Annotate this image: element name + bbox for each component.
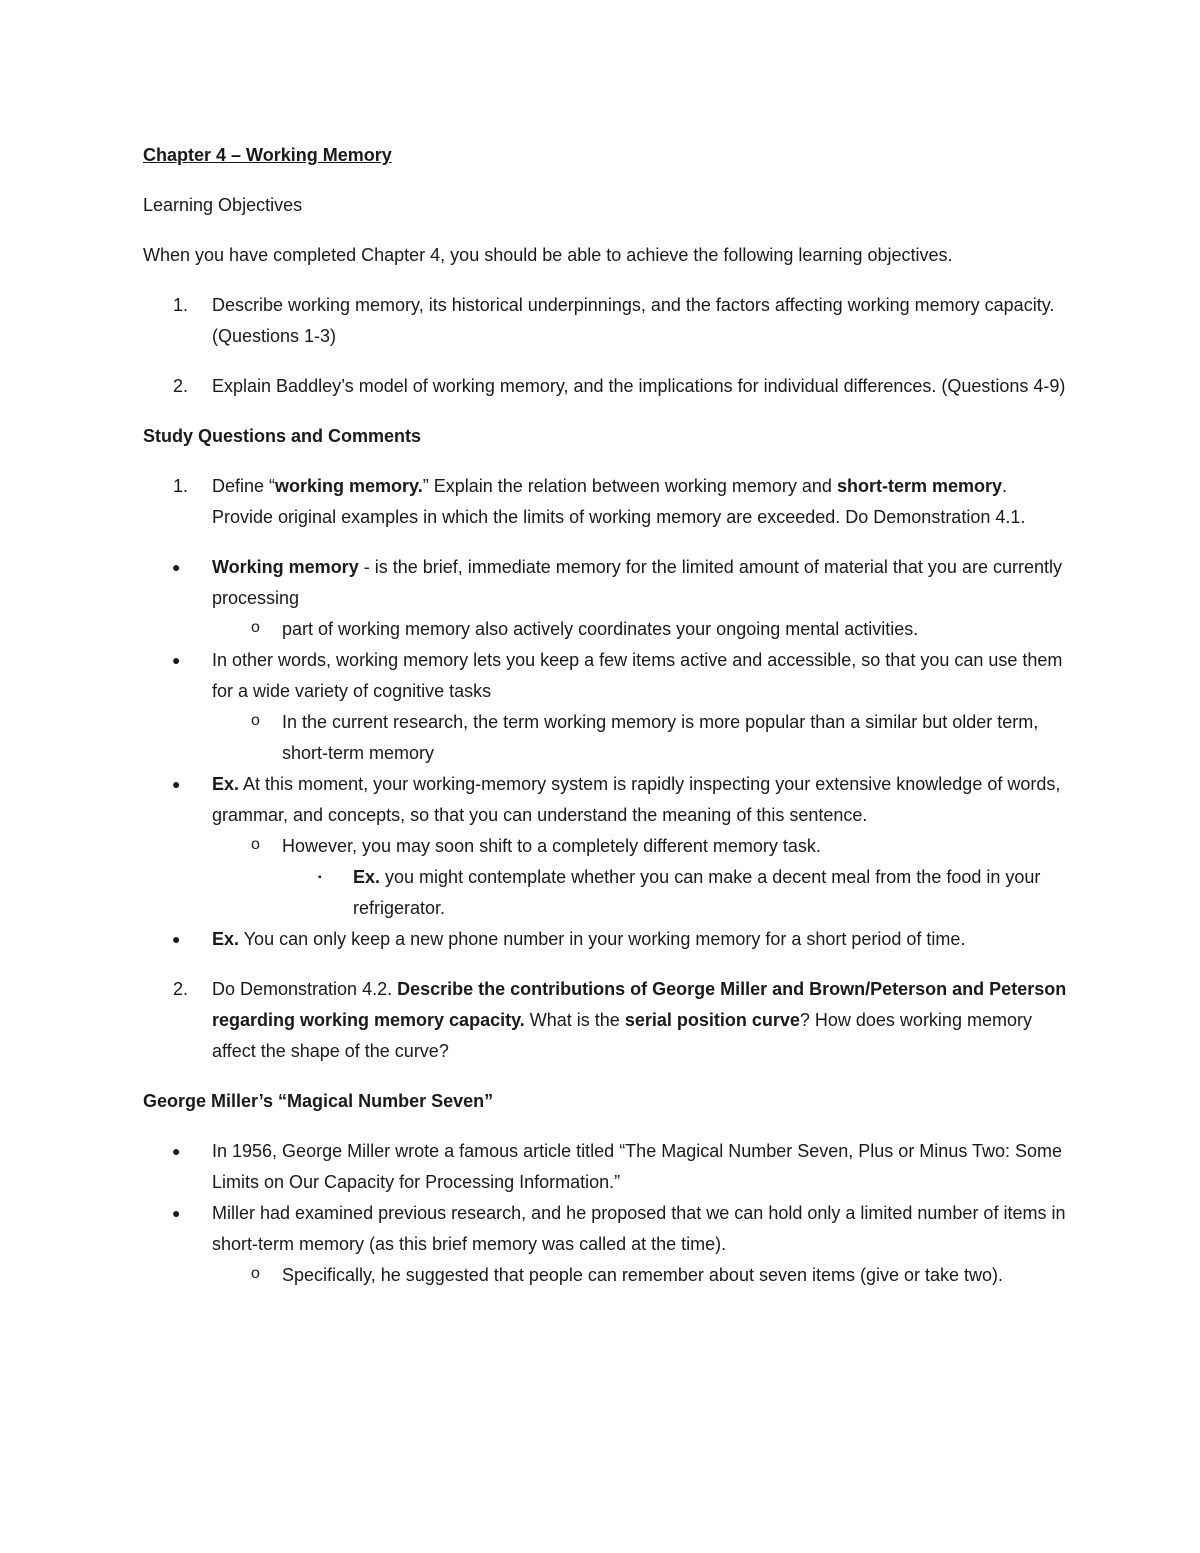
intro-paragraph: When you have completed Chapter 4, you should be able to achieve the following learning objectives.: [143, 245, 953, 265]
circle-marker: o: [251, 836, 260, 853]
list-number: 1.: [173, 295, 189, 315]
bullet-text: - is the brief, immediate memory for the limited amount of material that you are currently processing: [212, 557, 1062, 608]
bullet-marker: ●: [172, 652, 181, 668]
bold-term: working memory.: [275, 476, 423, 496]
bullet-item: [143, 552, 1070, 614]
list-number: 2.: [173, 979, 189, 999]
bullet-text: In 1956, George Miller wrote a famous article titled “The Magical Number Seven, Plus or Minus Two: Some Limits on Our Capacity for Processing Information.”: [212, 1141, 1063, 1192]
sub-bullet-item: [143, 614, 1070, 645]
sub-sub-bullet-text: you might contemplate whether you can make a decent meal from the food in your refrigerator.: [353, 867, 1041, 918]
sub-bullet-list: [143, 614, 1070, 645]
bullet-item: [143, 769, 1070, 831]
bold-term: serial position curve: [624, 1010, 800, 1030]
text-run: ? How does working memory affect the shape of the curve?: [212, 1010, 1032, 1061]
text-run: What is the: [524, 1010, 625, 1030]
question-1-list: [143, 471, 1070, 533]
bullet-text: In other words, working memory lets you keep a few items active and accessible, so that you can use them for a wide variety of cognitive tasks: [212, 650, 1063, 701]
miller-heading: George Miller’s “Magical Number Seven”: [143, 1091, 494, 1111]
question-2-list: [143, 974, 1070, 1067]
bullet-item: [143, 645, 1070, 707]
bold-term: short-term memory: [836, 476, 1002, 496]
text-run: . Provide original examples in which the limits of working memory are exceeded. Do Demonstration 4.1.: [212, 476, 1026, 527]
learning-objectives-heading: Learning Objectives: [143, 195, 303, 215]
bullet-marker: ●: [172, 931, 181, 947]
bold-term: Ex.: [212, 774, 240, 794]
text-run: ” Explain the relation between working memory and: [422, 476, 837, 496]
spacer: [143, 955, 1070, 974]
square-marker: ▪: [318, 872, 322, 883]
chapter-title: Chapter 4 – Working Memory: [143, 145, 392, 165]
question-item: [143, 471, 1070, 533]
bullet-text: You can only keep a new phone number in your working memory for a short period of time.: [239, 929, 966, 949]
objectives-list: [143, 290, 1070, 402]
bullet-marker: ●: [172, 1205, 181, 1221]
circle-marker: o: [251, 619, 260, 636]
sub-bullet-item: [143, 831, 1070, 862]
bold-term: Ex.: [212, 929, 240, 949]
objective-text: Explain Baddley’s model of working memory, and the implications for individual differences. (Questions 4-9): [212, 376, 1066, 396]
bold-term: Working memory: [212, 557, 359, 577]
sub-bullet-item: [143, 1260, 1070, 1291]
list-number: 1.: [173, 476, 189, 496]
sub-bullet-list: [143, 1260, 1070, 1291]
question-text: [212, 476, 1025, 527]
bullet-text: Miller had examined previous research, and he proposed that we can hold only a limited number of items in short-term memory (as this brief memory was called at the time).: [212, 1203, 1066, 1254]
sub-sub-bullet-list: [143, 862, 1070, 924]
notes-bullet-list: [143, 924, 1070, 955]
text-run: Do Demonstration 4.2.: [212, 979, 398, 999]
objective-item: [143, 371, 1070, 402]
bullet-item: [143, 1198, 1070, 1260]
sub-bullet-text: part of working memory also actively coordinates your ongoing mental activities.: [282, 619, 919, 639]
list-number: 2.: [173, 376, 189, 396]
objective-item: [143, 290, 1070, 352]
bullet-text: At this moment, your working-memory system is rapidly inspecting your extensive knowledge of words, grammar, and concepts, so that you can understand the meaning of this sentence.: [212, 774, 1061, 825]
objective-text: Describe working memory, its historical underpinnings, and the factors affecting working memory capacity. (Questions 1-3): [212, 295, 1055, 346]
sub-bullet-text: However, you may soon shift to a completely different memory task.: [282, 836, 821, 856]
bold-term: Ex.: [353, 867, 381, 887]
sub-bullet-text: In the current research, the term working memory is more popular than a similar but older term, short-term memory: [282, 712, 1039, 763]
notes-bullet-list: [143, 645, 1070, 707]
bullet-marker: ●: [172, 776, 181, 792]
sub-sub-bullet-item: [143, 862, 1070, 924]
notes-bullet-list: [143, 769, 1070, 831]
miller-bullet-list: [143, 1136, 1070, 1260]
notes-bullet-list: [143, 552, 1070, 614]
study-questions-heading: Study Questions and Comments: [143, 426, 422, 446]
sub-bullet-item: [143, 707, 1070, 769]
bullet-item: [143, 1136, 1070, 1198]
question-item: [143, 974, 1070, 1067]
bullet-item: [143, 924, 1070, 955]
circle-marker: o: [251, 1265, 260, 1282]
bold-term: Describe the contributions of George Miller and Brown/Peterson and Peterson regarding working memory capacity.: [212, 979, 1067, 1030]
bullet-marker: ●: [172, 559, 181, 575]
sub-bullet-list: [143, 707, 1070, 769]
bullet-marker: ●: [172, 1143, 181, 1159]
sub-bullet-text: Specifically, he suggested that people can remember about seven items (give or take two).: [282, 1265, 1004, 1285]
circle-marker: o: [251, 712, 260, 729]
sub-bullet-list: [143, 831, 1070, 862]
question-text: [212, 979, 1066, 1061]
text-run: Define “: [212, 476, 276, 496]
